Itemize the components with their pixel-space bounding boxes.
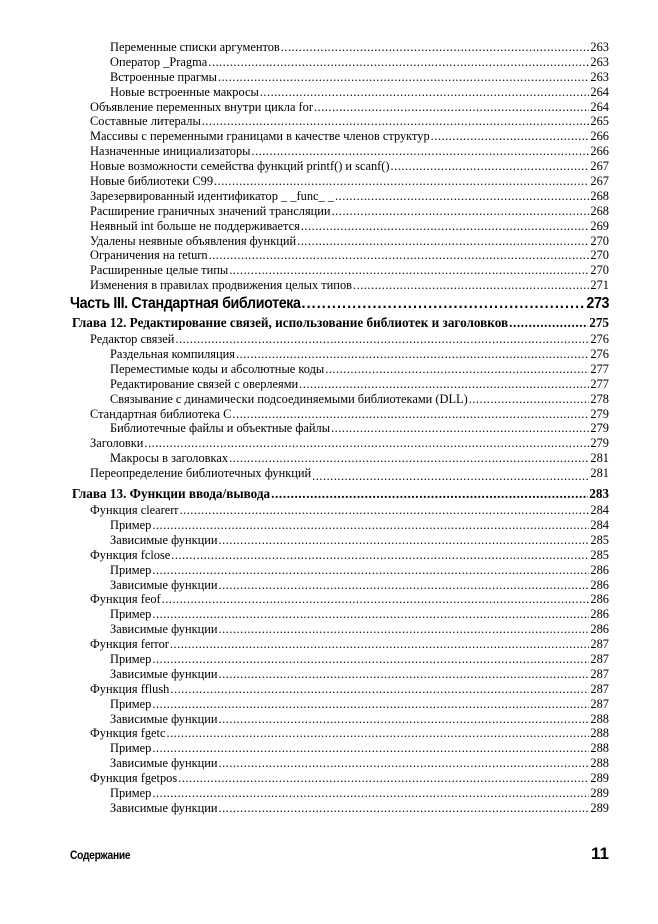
toc-title: Назначенные инициализаторы (90, 144, 251, 159)
dot-leader (229, 451, 589, 466)
toc-entry (70, 592, 609, 607)
dot-leader (180, 503, 590, 518)
toc-title: Пример (110, 696, 152, 711)
toc-subentry (70, 347, 609, 362)
dot-leader (469, 392, 590, 407)
dot-leader (152, 697, 589, 712)
dot-leader (219, 622, 590, 637)
toc-page-number: 268 (590, 203, 609, 218)
dot-leader (325, 362, 589, 377)
dot-leader (219, 533, 590, 548)
dot-leader (299, 377, 589, 392)
toc-part-heading (70, 294, 609, 314)
toc-title: Глава 12. Редактирование связей, использование библиотек и заголовков (72, 315, 509, 331)
toc-title: Редактор связей (90, 332, 175, 347)
toc-subentry (70, 578, 609, 593)
toc-title: Пример (110, 517, 152, 532)
toc-title: Новые возможности семейства функций printf() и scanf() (90, 159, 390, 174)
running-footer-title: Содержание (70, 848, 131, 862)
dot-leader (219, 712, 590, 727)
toc-subentry (70, 712, 609, 727)
toc-entry (70, 114, 609, 129)
toc-page-number: 286 (590, 622, 609, 637)
dot-leader (152, 652, 589, 667)
toc-subentry (70, 786, 609, 801)
toc-entry (70, 144, 609, 159)
toc-page-number: 285 (590, 532, 609, 547)
toc-subentry (70, 533, 609, 548)
toc-page-number: 281 (590, 451, 609, 466)
toc-entry (70, 726, 609, 741)
toc-title: Часть III. Стандартная библиотека (70, 295, 301, 313)
toc-page-number: 288 (590, 726, 609, 741)
toc-title: Зависимые функции (110, 756, 218, 771)
dot-leader (219, 578, 590, 593)
toc-page-number: 279 (590, 421, 609, 436)
dot-leader (218, 70, 589, 85)
toc-subentry (70, 421, 609, 436)
toc-page-number: 286 (590, 562, 609, 577)
toc-page-number: 277 (590, 376, 609, 391)
toc-page-number: 270 (590, 233, 609, 248)
toc-title: Переопределение библиотечных функций (90, 466, 312, 481)
toc-page-number: 263 (590, 40, 609, 54)
toc-title: Расширение граничных значений трансляции (90, 203, 331, 218)
dot-leader (302, 294, 586, 309)
toc-title: Зависимые функции (110, 532, 218, 547)
toc-subentry (70, 667, 609, 682)
dot-leader (214, 174, 589, 189)
table-of-contents (70, 40, 609, 816)
toc-page-number: 267 (590, 159, 609, 174)
toc-page-number: 287 (590, 681, 609, 696)
toc-title: Массивы с переменными границами в качестве членов структур (90, 129, 430, 144)
dot-leader (260, 85, 590, 100)
toc-page-number: 284 (590, 517, 609, 532)
toc-subentry (70, 607, 609, 622)
toc-entry (70, 466, 609, 481)
toc-page-number: 284 (590, 503, 609, 518)
toc-page-number: 270 (590, 248, 609, 263)
toc-entry (70, 129, 609, 144)
toc-page-number: 276 (590, 332, 609, 347)
toc-title: Функция ferror (90, 637, 169, 652)
toc-page-number: 286 (590, 592, 609, 607)
toc-page-number: 278 (590, 391, 609, 406)
dot-leader (301, 219, 590, 234)
toc-page-number: 273 (586, 295, 610, 313)
dot-leader (175, 332, 589, 347)
toc-subentry (70, 85, 609, 100)
toc-entry (70, 174, 609, 189)
toc-entry (70, 278, 609, 293)
dot-leader (166, 726, 589, 741)
dot-leader (171, 548, 589, 563)
toc-entry (70, 100, 609, 115)
dot-leader (219, 756, 590, 771)
toc-subentry (70, 652, 609, 667)
toc-page-number: 286 (590, 607, 609, 622)
toc-subentry (70, 563, 609, 578)
toc-page-number: 264 (590, 84, 609, 99)
toc-title: Зависимые функции (110, 622, 218, 637)
dot-leader (331, 421, 589, 436)
dot-leader (335, 189, 589, 204)
toc-title: Расширенные целые типы (90, 263, 229, 278)
toc-title: Составные литералы (90, 114, 201, 129)
toc-entry (70, 219, 609, 234)
toc-page-number: 288 (590, 741, 609, 756)
toc-page-number: 287 (590, 666, 609, 681)
toc-page-number: 287 (590, 651, 609, 666)
toc-page-number: 270 (590, 263, 609, 278)
toc-title: Функция fgetpos (90, 771, 178, 786)
dot-leader (152, 786, 589, 801)
toc-subentry (70, 70, 609, 85)
toc-title: Раздельная компиляция (110, 347, 235, 362)
toc-title: Функция fclose (90, 547, 171, 562)
dot-leader (209, 248, 590, 263)
toc-page-number: 266 (590, 129, 609, 144)
dot-leader (236, 347, 589, 362)
toc-page-number: 288 (590, 711, 609, 726)
toc-page-number: 263 (590, 69, 609, 84)
toc-title: Оператор _Pragma (110, 54, 208, 69)
toc-title: Ограничения на return (90, 248, 208, 263)
toc-entry (70, 248, 609, 263)
toc-title: Библиотечные файлы и объектные файлы (110, 421, 331, 436)
dot-leader (202, 114, 590, 129)
dot-leader (219, 667, 590, 682)
toc-subentry (70, 697, 609, 712)
toc-title: Неявный int больше не поддерживается (90, 218, 300, 233)
toc-title: Пример (110, 741, 152, 756)
dot-leader (144, 436, 589, 451)
toc-chapter-heading (70, 314, 609, 332)
toc-chapter-heading (70, 485, 609, 503)
toc-entry (70, 263, 609, 278)
dot-leader (353, 278, 589, 293)
toc-page-number: 285 (590, 547, 609, 562)
dot-leader (281, 40, 590, 55)
toc-subentry (70, 392, 609, 407)
toc-subentry (70, 741, 609, 756)
toc-page-number: 277 (590, 361, 609, 376)
toc-subentry (70, 40, 609, 55)
toc-entry (70, 436, 609, 451)
toc-page-number: 289 (590, 785, 609, 800)
toc-title: Функция fgetc (90, 726, 166, 741)
dot-leader (391, 159, 590, 174)
dot-leader (178, 771, 589, 786)
toc-title: Встроенные прагмы (110, 69, 217, 84)
toc-entry (70, 407, 609, 422)
dot-leader (152, 518, 589, 533)
toc-title: Заголовки (90, 436, 144, 451)
toc-title: Объявление переменных внутри цикла for (90, 99, 314, 114)
toc-entry (70, 548, 609, 563)
dot-leader (431, 129, 590, 144)
toc-page-number: 266 (590, 144, 609, 159)
toc-page-number: 268 (590, 188, 609, 203)
dot-leader (208, 55, 589, 70)
toc-title: Зависимые функции (110, 800, 218, 815)
dot-leader (314, 100, 589, 115)
toc-entry (70, 189, 609, 204)
dot-leader (152, 741, 589, 756)
toc-page-number: 271 (590, 278, 609, 293)
toc-title: Изменения в правилах продвижения целых типов (90, 278, 352, 293)
toc-title: Пример (110, 651, 152, 666)
toc-subentry (70, 801, 609, 816)
page-footer (70, 844, 609, 864)
toc-title: Переменные списки аргументов (110, 40, 280, 54)
toc-page-number: 288 (590, 756, 609, 771)
toc-title: Зависимые функции (110, 666, 218, 681)
toc-title: Новые встроенные макросы (110, 84, 259, 99)
toc-page-number: 263 (590, 54, 609, 69)
dot-leader (271, 485, 588, 500)
toc-subentry (70, 55, 609, 70)
dot-leader (252, 144, 590, 159)
toc-title: Пример (110, 785, 152, 800)
toc-page-number: 283 (589, 486, 609, 502)
toc-subentry (70, 518, 609, 533)
toc-title: Переместимые коды и абсолютные коды (110, 361, 325, 376)
toc-entry (70, 771, 609, 786)
toc-subentry (70, 362, 609, 377)
dot-leader (232, 407, 589, 422)
dot-leader (219, 801, 590, 816)
toc-title: Пример (110, 562, 152, 577)
toc-page-number: 279 (590, 406, 609, 421)
dot-leader (152, 563, 589, 578)
toc-title: Стандартная библиотека C (90, 406, 232, 421)
toc-page-number: 279 (590, 436, 609, 451)
toc-title: Глава 13. Функции ввода/вывода (72, 486, 271, 502)
toc-entry (70, 159, 609, 174)
toc-title: Функция feof (90, 592, 161, 607)
toc-title: Связывание с динамически подсоединяемыми библиотеками (DLL) (110, 391, 468, 406)
dot-leader (332, 204, 590, 219)
toc-title: Новые библиотеки C99 (90, 174, 214, 189)
toc-page-number: 287 (590, 696, 609, 711)
toc-title: Зависимые функции (110, 711, 218, 726)
toc-page-number: 275 (589, 315, 609, 331)
toc-title: Функция fflush (90, 681, 170, 696)
toc-subentry (70, 451, 609, 466)
dot-leader (162, 592, 590, 607)
toc-page-number: 289 (590, 800, 609, 815)
toc-page-number: 264 (590, 99, 609, 114)
toc-page-number: 276 (590, 347, 609, 362)
toc-title: Зарезервированный идентификатор _ _func_ _ (90, 188, 335, 203)
toc-subentry (70, 756, 609, 771)
dot-leader (152, 607, 589, 622)
toc-title: Пример (110, 607, 152, 622)
toc-entry (70, 234, 609, 249)
toc-title: Макросы в заголовках (110, 451, 229, 466)
toc-subentry (70, 377, 609, 392)
toc-page-number: 267 (590, 174, 609, 189)
dot-leader (297, 234, 589, 249)
dot-leader (170, 637, 590, 652)
dot-leader (509, 314, 588, 329)
toc-page-number: 289 (590, 771, 609, 786)
toc-entry (70, 332, 609, 347)
toc-entry (70, 204, 609, 219)
dot-leader (170, 682, 589, 697)
toc-page-number: 286 (590, 577, 609, 592)
toc-page-number: 287 (590, 637, 609, 652)
toc-entry (70, 503, 609, 518)
toc-subentry (70, 622, 609, 637)
toc-page-number: 281 (590, 466, 609, 481)
dot-leader (229, 263, 589, 278)
page-number: 11 (591, 844, 609, 863)
toc-title: Функция clearerr (90, 503, 179, 518)
dot-leader (312, 469, 589, 484)
toc-entry (70, 682, 609, 697)
toc-entry (70, 637, 609, 652)
toc-page-number: 265 (590, 114, 609, 129)
toc-page-number: 269 (590, 218, 609, 233)
toc-title: Редактирование связей с оверлеями (110, 376, 299, 391)
toc-title: Удалены неявные объявления функций (90, 233, 297, 248)
toc-title: Зависимые функции (110, 577, 218, 592)
